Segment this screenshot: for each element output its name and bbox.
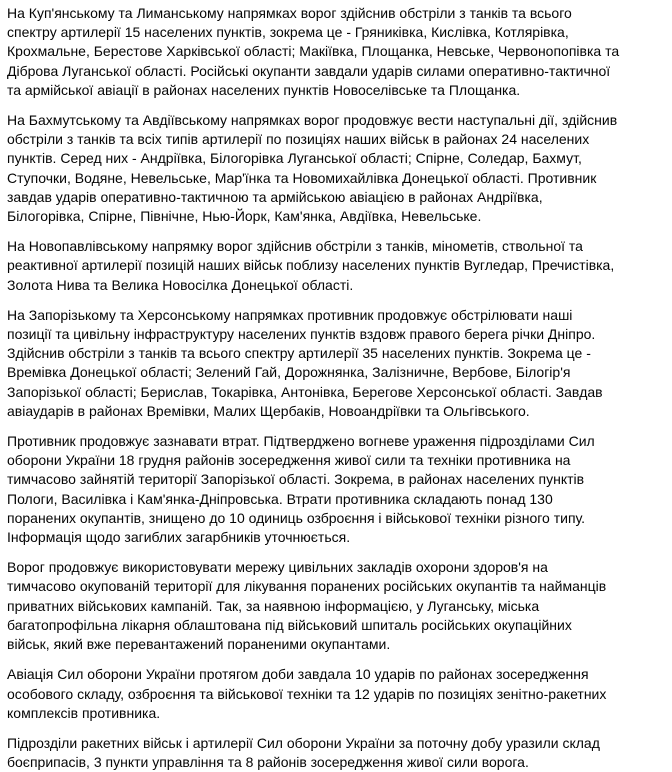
text-line: Білогорівка, Спірне, Північне, Нью-Йорк, Кам'янка, Авдіївка, Невельське.	[7, 208, 482, 225]
text-line: поранених окупантів, знищено до 10 одиниць озброєння і військової техніки різного типу.	[7, 509, 586, 526]
text-line: Ступочки, Водяне, Невельське, Мар'їнка та Новомихайлівка Донецької області. Противник	[7, 169, 597, 186]
paragraph	[7, 734, 662, 772]
text-line: та армійської авіації в районах населених пунктів Новоселівське та Площанка.	[7, 81, 521, 98]
text-line: Золота Нива та Велика Новосілка Донецької області.	[7, 276, 354, 293]
text-line: На Запорізькому та Херсонському напрямках противник продовжує обстрілювати наші	[7, 306, 573, 323]
text-line: На Куп'янському та Лиманському напрямках ворог здійснив обстріли з танків та всього	[7, 5, 572, 21]
paragraph	[7, 4, 662, 100]
text-line: Інформація щодо загиблих загарбників уточнюється.	[7, 529, 351, 546]
text-line: військ, який вже перевантажений пораненими окупантами.	[7, 636, 391, 653]
text-line: Времівка Донецької області; Зелений Гай, Дорожнянка, Залізничне, Вербове, Білогір'я	[7, 364, 571, 381]
text-line: Підрозділи ракетних військ і артилерії Сил оборони України за поточну добу уразили склад	[7, 734, 600, 751]
text-line: оборони України 18 грудня районів зосередження живої сили та техніки противника на	[7, 452, 571, 469]
text-line: авіаударів в районах Времівки, Малих Щербаків, Новоандріївки та Ольгівського.	[7, 402, 530, 419]
text-line: Здійснив обстріли з танків та всього спектру артилерії 35 населених пунктів. Зокрема це -	[7, 345, 591, 362]
text-line: пунктів. Серед них - Андріївка, Білогорівка Луганської області; Спірне, Соледар, Бахмут,	[7, 150, 582, 167]
text-line: тимчасово зайнятій території Запорізької області. Зокрема, в районах населених пунктів	[7, 471, 585, 488]
paragraph	[7, 111, 662, 226]
text-line: завдав ударів оперативно-тактичною та армійською авіацією в районах Андріївка,	[7, 188, 543, 205]
text-line: особового складу, озброєння та військової техніки та 12 ударів по позиціях зенітно-ракетних	[7, 685, 607, 702]
paragraph	[7, 237, 662, 295]
paragraph	[7, 665, 662, 723]
text-line: комплексів противника.	[7, 704, 161, 721]
text-line: Запорізької області; Берислав, Токарівка, Антонівка, Берегове Херсонської області. Завдав	[7, 383, 603, 400]
text-line: позиції та цивільну інфраструктуру населених пунктів вздовж правого берега річки Дніпро.	[7, 326, 596, 343]
text-line: Авіація Сил оборони України протягом доби завдала 10 ударів по районах зосередження	[7, 666, 589, 683]
text-line: приватних військових кампаній. Так, за наявною інформацією, у Луганську, міська	[7, 597, 540, 614]
text-line: обстріли з танків та всіх типів артилерії по позиціях наших військ в районах 24 населених	[7, 131, 590, 148]
text-line: Противник продовжує зазнавати втрат. Підтверджено вогневе ураження підрозділами Сил	[7, 433, 595, 450]
text-line: На Бахмутському та Авдіївському напрямках ворог продовжує вести наступальні дії, здійснив	[7, 112, 618, 129]
text-line: реактивної артилерії позицій наших військ поблизу населених пунктів Вугледар, Пречистівка,	[7, 257, 615, 274]
text-line: Ворог продовжує використовувати мережу цивільних закладів охорони здоров'я на	[7, 559, 548, 576]
text-line: тимчасово окупованій території для лікування поранених російських окупантів та найманців	[7, 578, 607, 595]
text-line: багатопрофільна лікарня облаштована під військовий шпиталь російських окупаційних	[7, 616, 572, 633]
paragraph	[7, 558, 662, 654]
text-line: спектру артилерії 15 населених пунктів, зокрема це - Гряниківка, Кислівка, Котлярівка,	[7, 24, 569, 41]
paragraph	[7, 432, 662, 547]
paragraph	[7, 306, 662, 421]
text-line: Пологи, Василівка і Кам'янка-Дніпровська. Втрати противника складають понад 130	[7, 490, 553, 507]
text-line: Діброва Луганської області. Російські окупанти завдали ударів силами оперативно-тактичної	[7, 62, 611, 79]
text-line: Крохмальне, Берестове Харківської області; Макіївка, Площанка, Невське, Червонопопівка та	[7, 43, 620, 60]
text-line: боєприпасів, 3 пункти управління та 8 районів зосередження живої сили ворога.	[7, 754, 529, 771]
text-line: На Новопавлівському напрямку ворог здійснив обстріли з танків, мінометів, ствольної та	[7, 238, 583, 255]
